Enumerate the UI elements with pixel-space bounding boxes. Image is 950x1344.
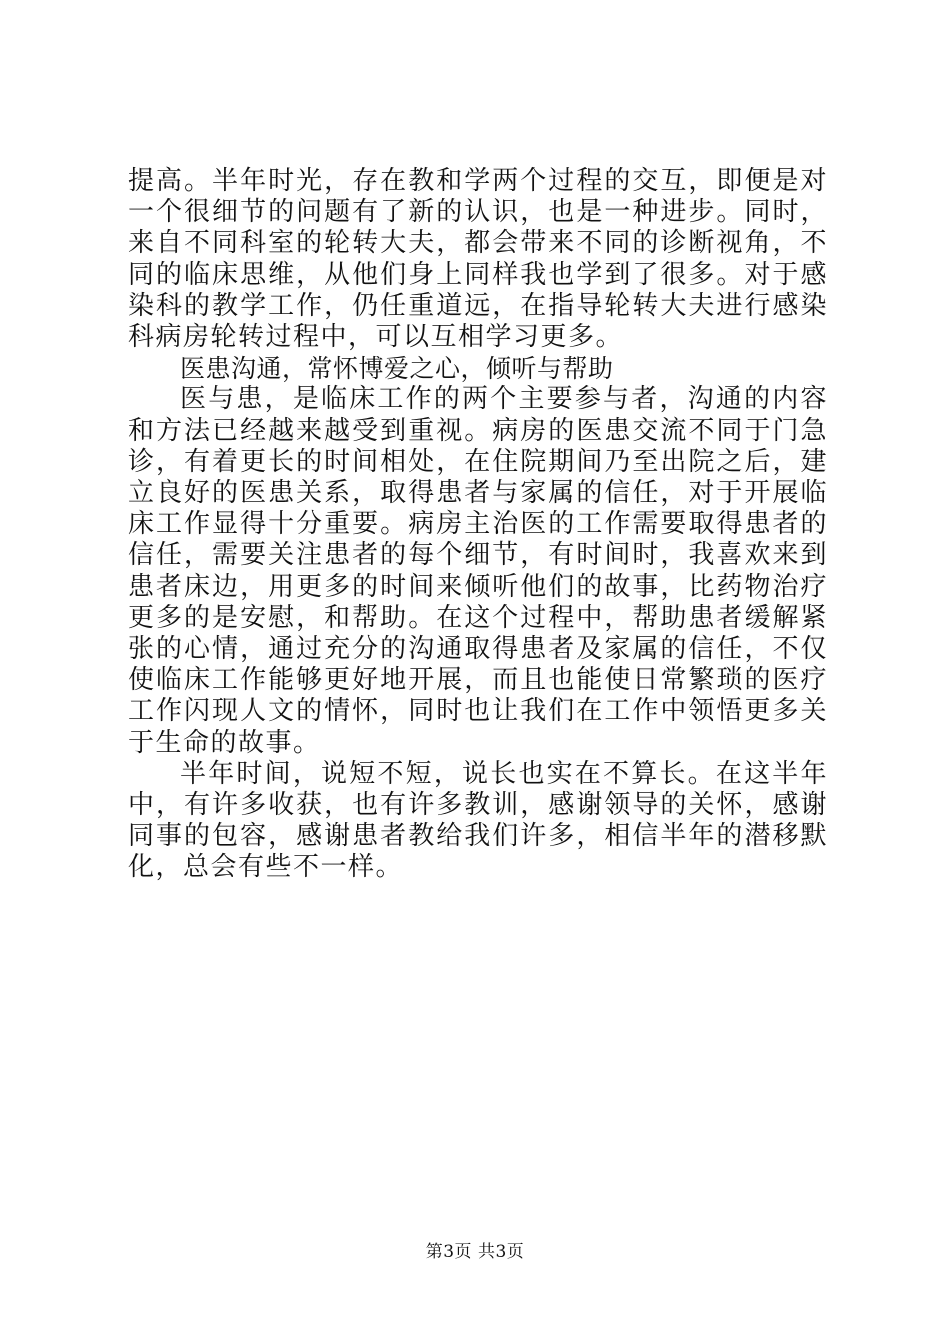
paragraph-conclusion: 半年时间，说短不短，说长也实在不算长。在这半年中，有许多收获，也有许多教训，感谢领导的关怀，感谢同事的包容，感谢患者教给我们许多，相信半年的潜移默化，总会有些不一样。 xyxy=(128,758,828,883)
section-heading-doctor-patient-communication: 医患沟通，常怀博爱之心，倾听与帮助 xyxy=(180,354,614,384)
paragraph-teaching: 提高。半年时光，存在教和学两个过程的交互，即便是对一个很细节的问题有了新的认识，也是一种进步。同时，来自不同科室的轮转大夫，都会带来不同的诊断视角，不同的临床思维，从他们身上同样我也学到了很多。对于感染科的教学工作，仍任重道远，在指导轮转大夫进行感染科病房轮转过程中，可以互相学习更多。 xyxy=(128,166,828,353)
page-footer: 第3页 共3页 xyxy=(425,1242,525,1262)
document-body xyxy=(128,166,828,884)
paragraph-communication: 医与患，是临床工作的两个主要参与者，沟通的内容和方法已经越来越受到重视。病房的医患交流不同于门急诊，有着更长的时间相处，在住院期间乃至出院之后，建立良好的医患关系，取得患者与家属的信任，对于开展临床工作显得十分重要。病房主治医的工作需要取得患者的信任，需要关注患者的每个细节，有时间时，我喜欢来到患者床边，用更多的时间来倾听他们的故事，比药物治疗更多的是安慰，和帮助。在这个过程中，帮助患者缓解紧张的心情，通过充分的沟通取得患者及家属的信任，不仅使临床工作能够更好地开展，而且也能使日常繁琐的医疗工作闪现人文的情怀，同时也让我们在工作中领悟更多关于生命的故事。 xyxy=(128,384,828,758)
